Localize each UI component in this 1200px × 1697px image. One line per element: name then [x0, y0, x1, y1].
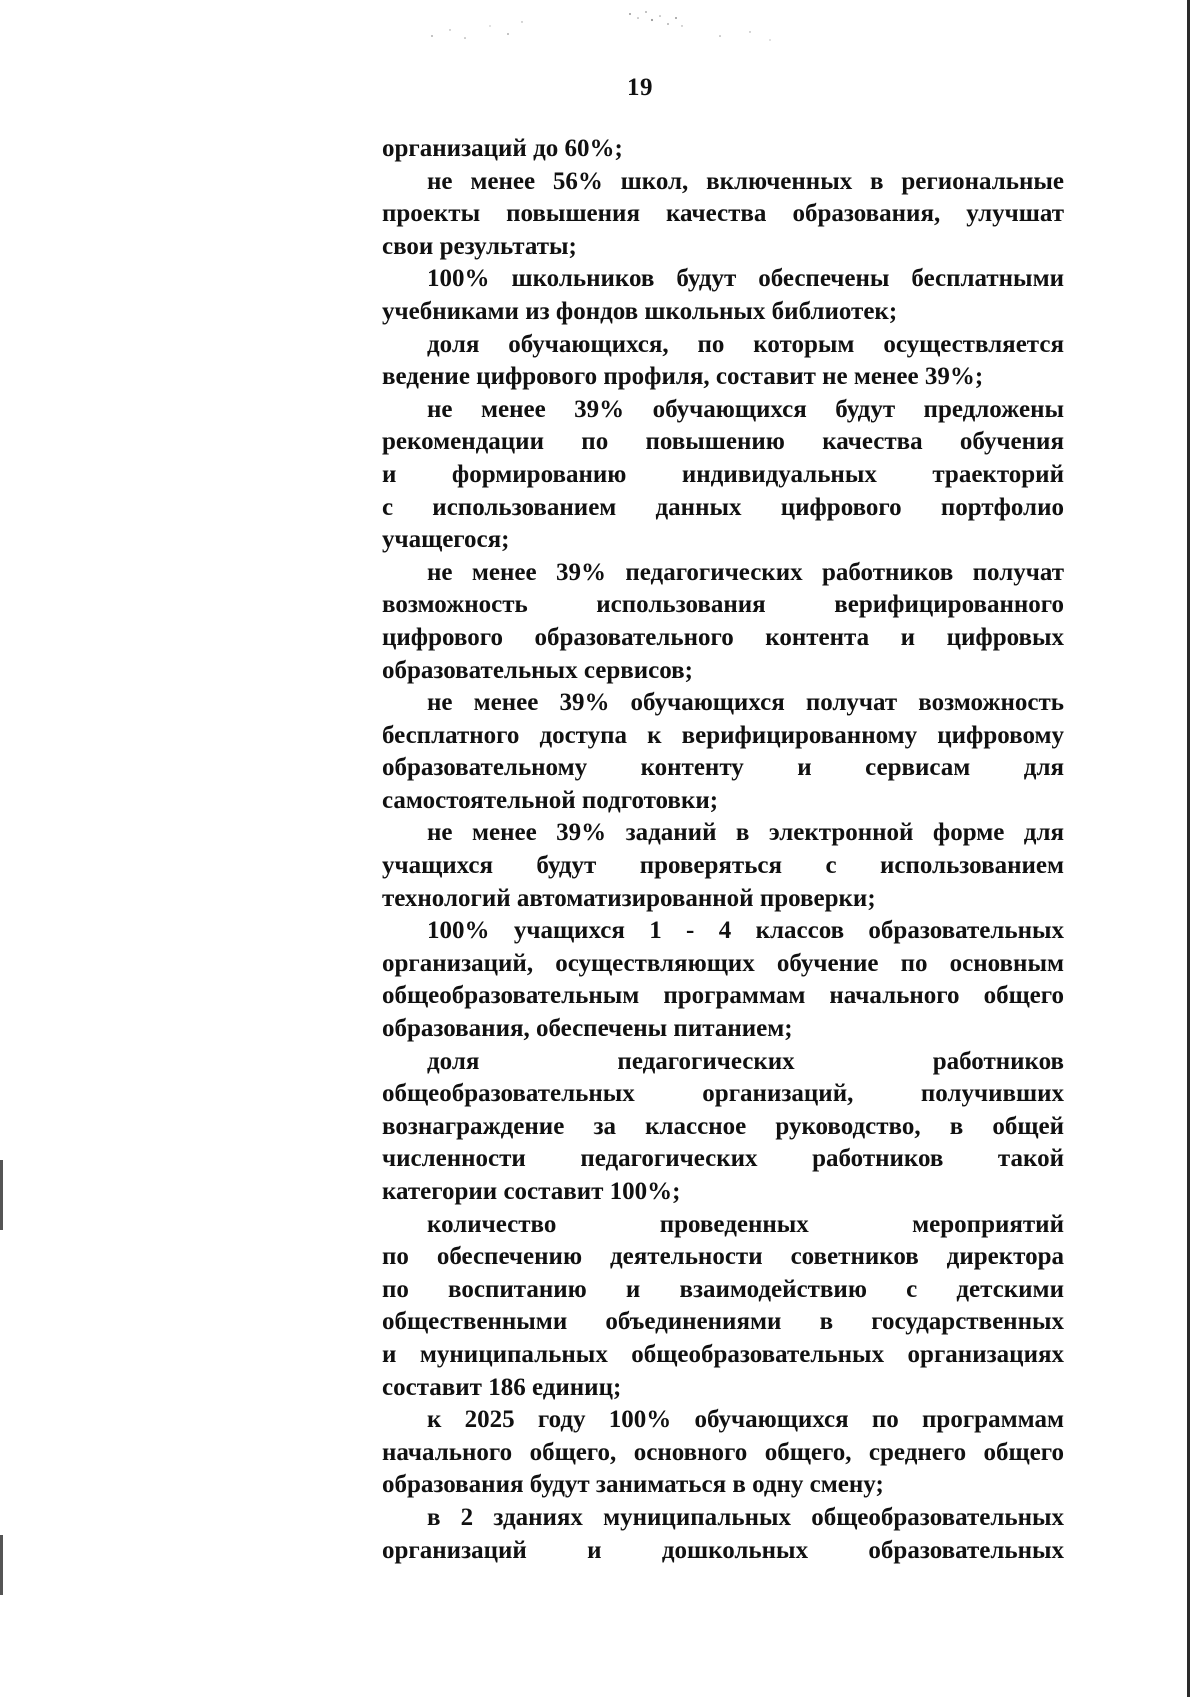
document-body — [382, 133, 1064, 1567]
scan-margin-mark — [0, 1160, 3, 1230]
text-line: начального общего, основного общего, среднего общего — [382, 1438, 1064, 1466]
text-line: ведение цифрового профиля, составит не менее 39%; — [382, 363, 984, 391]
text-line: численности педагогических работников такой — [382, 1145, 1064, 1173]
text-line: доля обучающихся, по которым осуществляется — [427, 330, 1064, 358]
paragraph — [382, 687, 1064, 817]
text-line: образования, обеспечены питанием; — [382, 1015, 793, 1043]
paragraph — [382, 1046, 1064, 1209]
text-line: образовательному контенту и сервисам для — [382, 754, 1064, 782]
text-line: цифрового образовательного контента и цифровых — [382, 623, 1064, 651]
scan-edge — [1187, 0, 1190, 1697]
text-line: к 2025 году 100% обучающихся по программам — [427, 1406, 1064, 1434]
text-line: 100% школьников будут обеспечены бесплатными — [427, 265, 1064, 293]
paragraph — [382, 394, 1064, 557]
text-line: свои результаты; — [382, 232, 577, 260]
text-line: общественными объединениями в государственных — [382, 1308, 1064, 1336]
text-line: самостоятельной подготовки; — [382, 786, 719, 814]
text-line: по воспитанию и взаимодействию с детскими — [382, 1275, 1064, 1303]
paragraph — [382, 557, 1064, 687]
text-line: возможность использования верифицированного — [382, 591, 1064, 619]
text-line: рекомендации по повышению качества обучения — [382, 428, 1064, 456]
text-line: организаций и дошкольных образовательных — [382, 1536, 1064, 1564]
text-line: по обеспечению деятельности советников директора — [382, 1243, 1064, 1271]
text-line: организаций до 60%; — [382, 135, 623, 162]
text-line: с использованием данных цифрового портфолио — [382, 493, 1064, 521]
scan-noise — [420, 6, 800, 46]
text-line: и формированию индивидуальных траекторий — [382, 460, 1064, 488]
text-line: учащегося; — [382, 526, 510, 554]
text-line: общеобразовательным программам начального общего — [382, 982, 1064, 1010]
scan-margin-mark — [0, 1535, 3, 1595]
paragraph — [382, 1404, 1064, 1502]
text-line: технологий автоматизированной проверки; — [382, 884, 876, 912]
paragraph — [382, 263, 1064, 328]
page-number: 19 — [627, 74, 653, 101]
text-line: учебниками из фондов школьных библиотек; — [382, 297, 898, 325]
text-line: в 2 зданиях муниципальных общеобразовательных — [427, 1503, 1064, 1531]
text-line: образования будут заниматься в одну смену; — [382, 1471, 884, 1499]
text-line: бесплатного доступа к верифицированному цифровому — [382, 721, 1064, 749]
text-line: 100% учащихся 1 - 4 классов образовательных — [427, 917, 1064, 945]
text-line: проекты повышения качества образования, улучшат — [382, 200, 1064, 228]
text-line: доля педагогических работников — [427, 1047, 1064, 1075]
text-line: не менее 39% обучающихся получат возможность — [427, 689, 1064, 717]
text-line: не менее 39% педагогических работников получат — [427, 558, 1064, 586]
paragraph — [382, 329, 1064, 394]
text-line: образовательных сервисов; — [382, 656, 693, 684]
paragraph — [382, 817, 1064, 915]
paragraph — [382, 1209, 1064, 1405]
text-line: учащихся будут проверяться с использованием — [382, 852, 1064, 880]
text-line: организаций, осуществляющих обучение по основным — [382, 949, 1064, 977]
paragraph — [382, 166, 1064, 264]
text-line: категории составит 100%; — [382, 1178, 681, 1205]
text-line: и муниципальных общеобразовательных организациях — [382, 1340, 1064, 1368]
text-line: не менее 56% школ, включенных в региональные — [427, 167, 1064, 195]
paragraph — [382, 1502, 1064, 1567]
text-line: количество проведенных мероприятий — [427, 1210, 1064, 1238]
text-line: не менее 39% обучающихся будут предложены — [427, 395, 1064, 423]
text-line: вознаграждение за классное руководство, в общей — [382, 1112, 1064, 1140]
text-line: составит 186 единиц; — [382, 1373, 622, 1401]
paragraph — [382, 133, 1064, 166]
paragraph — [382, 915, 1064, 1045]
text-line: общеобразовательных организаций, получивших — [382, 1080, 1064, 1108]
text-line: не менее 39% заданий в электронной форме для — [427, 819, 1064, 847]
